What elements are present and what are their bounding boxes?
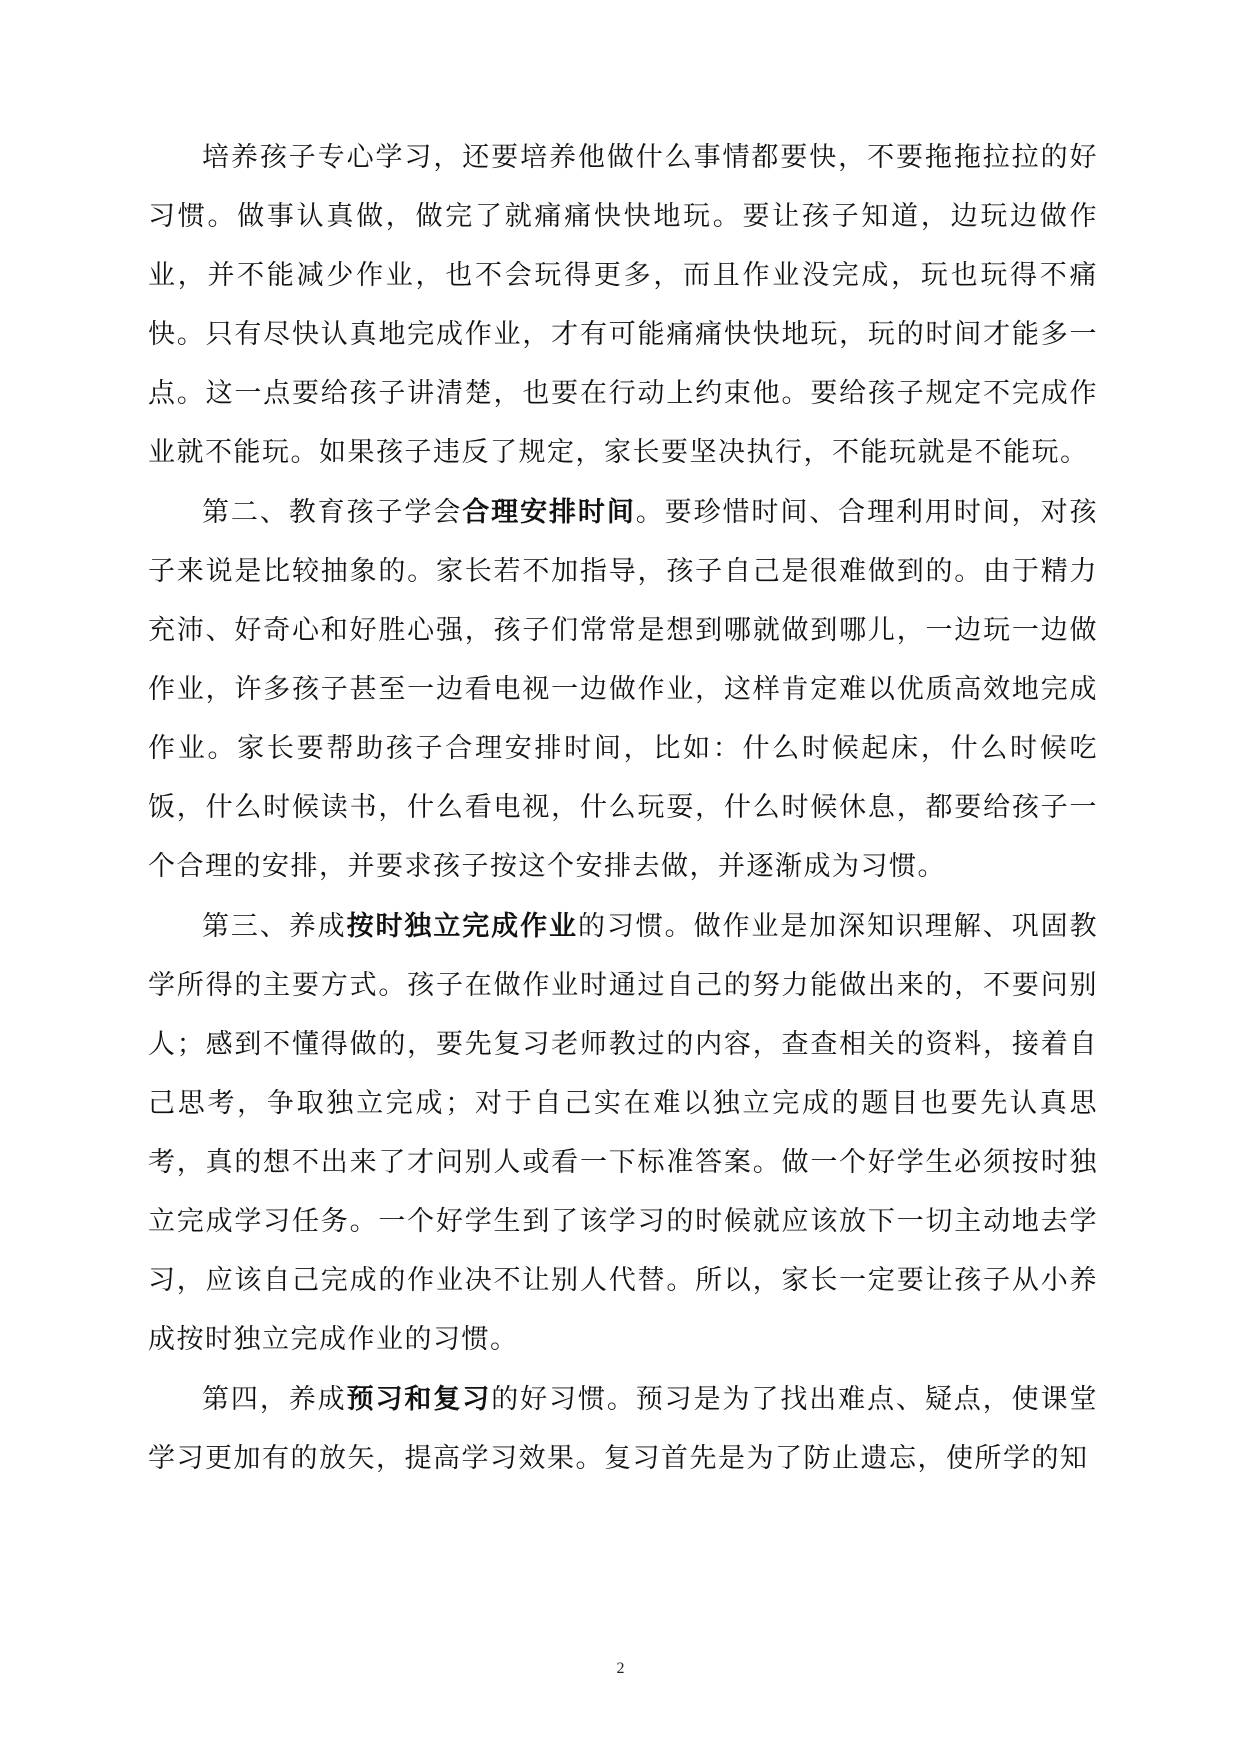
paragraph-4: [148, 1370, 1098, 1488]
paragraph-4-rest: 的好习惯。预习是为了找出难点、疑点，使课堂学习更加有的放矢，提高学习效果。复习首先是为了防止遗忘，使所学的知: [148, 1384, 1099, 1474]
body-text: [148, 128, 1098, 1489]
paragraph-1-text: 培养孩子专心学习，还要培养他做什么事情都要快，不要拖拖拉拉的好习惯。做事认真做，做完了就痛痛快快地玩。要让孩子知道，边玩边做作业，并不能减少作业，也不会玩得更多，而且作业没完成，玩也玩得不痛快。只有尽快认真地完成作业，才有可能痛痛快快地玩，玩的时间才能多一点。这一点要给孩子讲清楚，也要在行动上约束他。要给孩子规定不完成作业就不能玩。如果孩子违反了规定，家长要坚决执行，不能玩就是不能玩。: [148, 142, 1098, 468]
paragraph-3-lead: 第三、养成: [202, 911, 347, 942]
paragraph-2-lead: 第二、教育孩子学会: [202, 497, 463, 528]
paragraph-2-rest: 。要珍惜时间、合理利用时间，对孩子来说是比较抽象的。家长若不加指导，孩子自己是很难做到的。由于精力充沛、好奇心和好胜心强，孩子们常常是想到哪就做到哪儿，一边玩一边做作业，许多孩子甚至一边看电视一边做作业，这样肯定难以优质高效地完成作业。家长要帮助孩子合理安排时间，比如：什么时候起床，什么时候吃饭，什么时候读书，什么看电视，什么玩耍，什么时候休息，都要给孩子一个合理的安排，并要求孩子按这个安排去做，并逐渐成为习惯。: [148, 497, 1098, 882]
paragraph-3-emphasis: 按时独立完成作业: [346, 911, 578, 942]
page-number: 2: [616, 1660, 625, 1677]
paragraph-3-rest: 的习惯。做作业是加深知识理解、巩固教学所得的主要方式。孩子在做作业时通过自己的努力能做出来的，不要问别人；感到不懂得做的，要先复习老师教过的内容，查查相关的资料，接着自己思考，争取独立完成；对于自己实在难以独立完成的题目也要先认真思考，真的想不出来了才问别人或看一下标准答案。做一个好学生必须按时独立完成学习任务。一个好学生到了该学习的时候就应该放下一切主动地去学习，应该自己完成的作业决不让别人代替。所以，家长一定要让孩子从小养成按时独立完成作业的习惯。: [148, 911, 1099, 1355]
paragraph-2-emphasis: 合理安排时间: [462, 497, 636, 528]
paragraph-4-emphasis: 预习和复习: [346, 1384, 492, 1415]
paragraph-3: [148, 897, 1098, 1369]
paragraph-4-lead: 第四，养成: [202, 1384, 347, 1415]
paragraph-2: [148, 483, 1098, 896]
paragraph-1: [148, 128, 1098, 482]
